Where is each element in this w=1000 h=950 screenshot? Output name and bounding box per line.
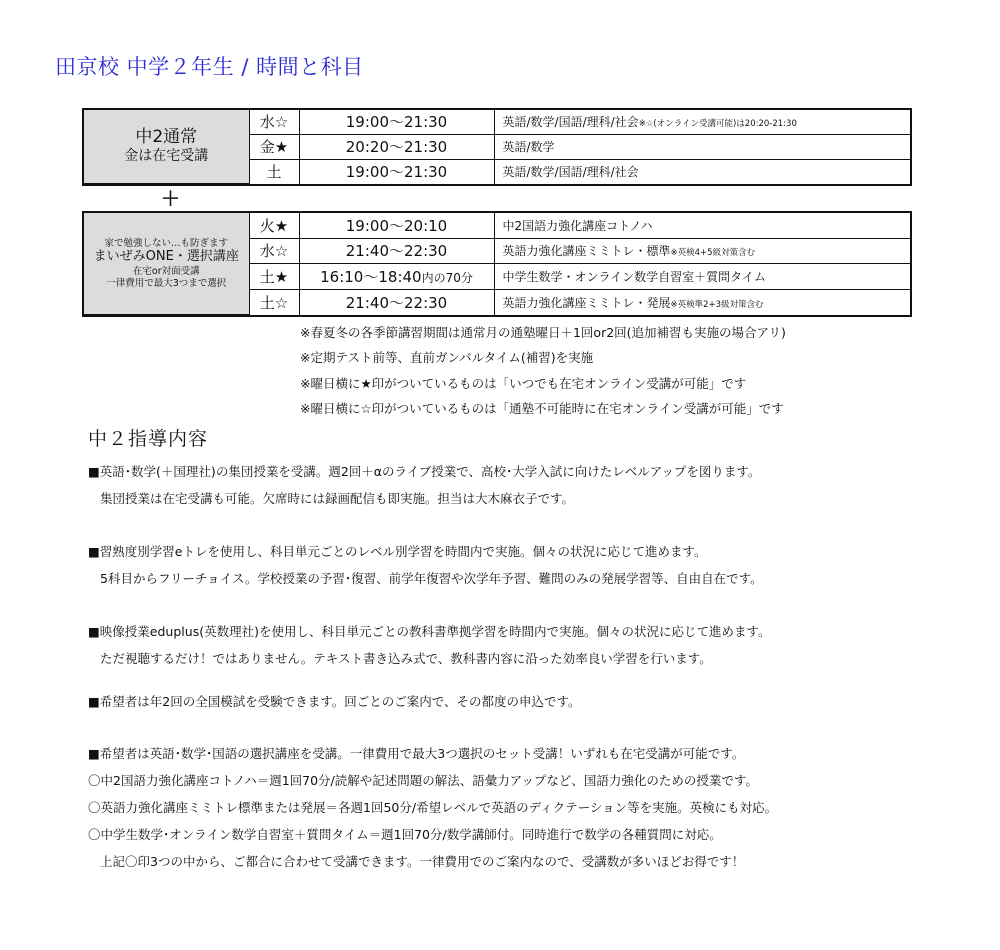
optional-subjects: 中2国語力強化講座コトノハ	[494, 213, 910, 238]
optional-group-mode: 在宅or対面受講	[132, 265, 200, 277]
optional-subjects	[494, 238, 910, 264]
time-text: 19:00～20:10	[345, 216, 448, 235]
paragraph-mock-exam	[88, 688, 581, 715]
optional-group-tagline: 家で勉強しない…も防ぎます	[104, 237, 228, 249]
time-text: 16:10～18:40	[320, 268, 422, 287]
regular-group-cell	[84, 110, 249, 184]
note-line: ※曜日横に☆印がついているものは「通塾不可能時に在宅オンライン受講が可能」です	[300, 400, 784, 416]
paragraph-group-lessons	[88, 458, 760, 512]
page-title: 田京校 中学２年生 / 時間と科目	[55, 55, 364, 79]
schedule-notes	[300, 320, 786, 421]
regular-subjects: 英語/数学	[494, 134, 910, 159]
optional-subjects	[494, 289, 910, 314]
note-line: ※春夏冬の各季節講習期間は通常月の通塾曜日＋1回or2回(追加補習も実施の場合アリ)	[300, 325, 786, 340]
paragraph-line: 〇中2国語力強化講座コトノハ＝週1回70分/読解や記述問題の解法、語彙力アップなど、国語力強化のための授業です。	[88, 773, 758, 788]
time-suffix: 内の70分	[421, 271, 473, 286]
optional-time	[299, 264, 494, 290]
optional-day: 土☆	[249, 289, 299, 314]
optional-day: 火★	[249, 213, 299, 238]
eiken-note: ※英検準2+3級対策含む	[670, 299, 764, 310]
paragraph-line: ■映像授業eduplus(英数理社)を使用し、科目単元ごとの教科書準拠学習を時間内で実施。個々の状況に応じて進めます。	[88, 624, 771, 639]
subjects-text: 英語力強化講座ミミトレ・標準	[502, 244, 671, 259]
online-note: ※☆(オンライン受講可能)は20:20-21:30	[638, 119, 797, 130]
paragraph-etore	[88, 538, 763, 592]
regular-group-note: 金は在宅受講	[124, 148, 209, 165]
eiken-note: ※英検4+5級対策含む	[670, 248, 756, 259]
paragraph-line: 〇英語力強化講座ミミトレ標準または発展＝各週1回50分/希望レベルで英語のディクテーション等を実施。英検にも対応。	[88, 800, 778, 815]
optional-day: 水☆	[249, 238, 299, 264]
regular-time: 19:00～21:30	[299, 110, 494, 134]
regular-day: 金★	[249, 134, 299, 159]
paragraph-line: 上記〇印3つの中から、ご都合に合わせて受講できます。一律費用でのご案内なので、受講数が多いほどお得です！	[100, 854, 745, 869]
optional-time	[299, 213, 494, 238]
note-line: ※定期テスト前等、直前ガンバルタイム(補習)を実施	[300, 350, 594, 366]
time-text: 21:40～22:30	[345, 293, 448, 312]
optional-group-fee: 一律費用で最大3つまで選択	[106, 277, 227, 289]
note-line: ※曜日横に★印がついているものは「いつでも在宅オンライン受講が可能」です	[300, 375, 747, 391]
plus-sign: ＋	[161, 188, 181, 210]
subjects-text: 英語/数学/国語/理科/社会	[502, 115, 639, 130]
paragraph-eduplus	[88, 618, 770, 672]
optional-subjects: 中学生数学・オンライン数学自習室＋質問タイム	[494, 264, 910, 290]
regular-group-name: 中2通常	[135, 127, 198, 148]
optional-group-cell	[84, 213, 249, 315]
regular-time: 19:00～21:30	[299, 159, 494, 183]
paragraph-line: ただ視聴するだけ！ではありません。テキスト書き込み式で、教科書内容に沿った効率良い学習を行います。	[100, 651, 712, 666]
paragraph-line: ■希望者は英語･数学･国語の選択講座を受講。一律費用で最大3つ選択のセット受講！いずれも在宅受講が可能です。	[88, 746, 745, 761]
paragraph-line: 5科目からフリーチョイス。学校授業の予習･復習、前学年復習や次学年予習、難問のみの発展学習等、自由自在です。	[100, 571, 763, 586]
regular-subjects	[494, 110, 910, 134]
optional-time	[299, 238, 494, 264]
optional-schedule-table	[82, 211, 912, 317]
paragraph-optional-courses	[88, 740, 777, 875]
regular-subjects: 英語/数学/国語/理科/社会	[494, 159, 910, 183]
subjects-text: 英語力強化講座ミミトレ・発展	[502, 295, 671, 310]
optional-time	[299, 289, 494, 314]
regular-schedule-table	[82, 108, 912, 186]
paragraph-line: 集団授業は在宅受講も可能。欠席時には録画配信も即実施。担当は大木麻衣子です。	[100, 491, 575, 506]
paragraph-line: ■習熟度別学習eトレを使用し、科目単元ごとのレベル別学習を時間内で実施。個々の状況に応じて進めます。	[88, 544, 707, 559]
paragraph-line: 〇中学生数学･オンライン数学自習室＋質問タイム＝週1回70分/数学講師付。同時進行で数学の各種質問に対応。	[88, 827, 722, 842]
regular-time: 20:20～21:30	[299, 134, 494, 159]
guidance-title: 中２指導内容	[88, 428, 209, 450]
regular-day: 土	[249, 159, 299, 183]
optional-group-name: まいぜみONE・選択講座	[93, 249, 239, 265]
regular-day: 水☆	[249, 110, 299, 134]
time-text: 21:40～22:30	[345, 242, 448, 261]
paragraph-line: ■英語･数学(＋国理社)の集団授業を受講。週2回＋αのライブ授業で、高校･大学入試に向けたレベルアップを図ります。	[88, 464, 761, 479]
optional-day: 土★	[249, 264, 299, 290]
paragraph-line: ■希望者は年2回の全国模試を受験できます。回ごとのご案内で、その都度の申込です。	[88, 694, 581, 709]
